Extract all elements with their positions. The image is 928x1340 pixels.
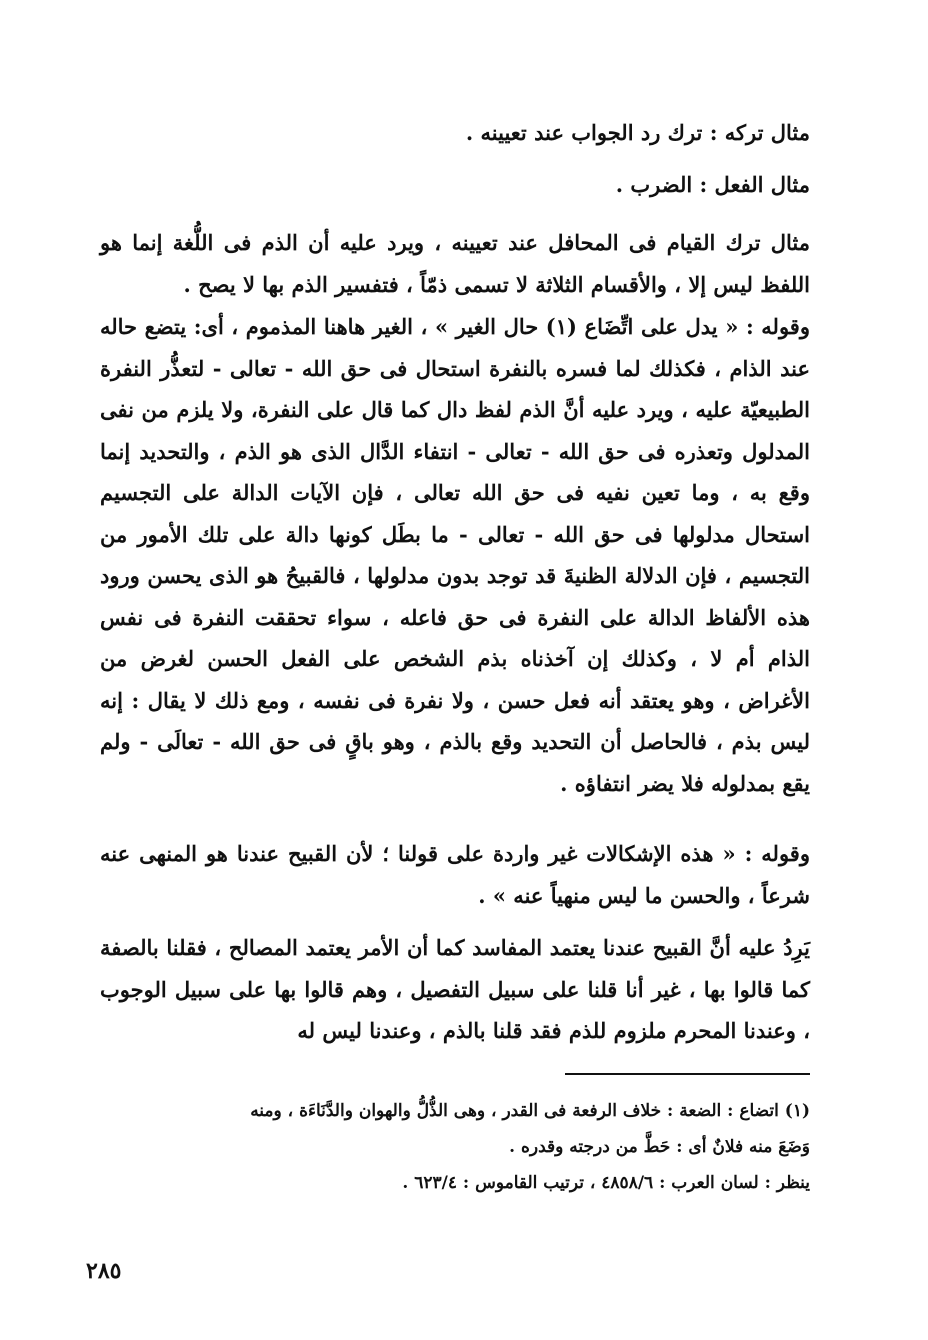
paragraph-4: يَرِدُ عليه أنَّ القبيح عندنا يعتمد المفاسد كما أن الأمر يعتمد المصالح ، فقلنا بالصفة كما قالوا بها ، غير أنا قلنا على سبيل التفصيل ، وهم قالوا بها على سبيل الوجوب ، وعندنا المحرم ملزوم للذم فقد قلنا بالذم ، وعندنا ليس له [100,935,810,1043]
footnote [100,1093,810,1201]
example-omission-line: مثال تركه : ترك رد الجواب عند تعيينه . [465,120,810,145]
footnote-line-3: ينظر : لسان العرب : ٤٨٥٨/٦ ، ترتيب القاموس : ٦٢٣/٤ . [402,1173,810,1193]
paragraph-2: وقوله : « يدل على اتِّضَاع (١) حال الغير » ، الغير هاهنا المذموم ، أى: يتضع حاله عند الذام ، فكذلك لما فسره بالنفرة استحال فى حق الله - تعالى - لتعذُّر النفرة الطبيعيّة عليه ، ويرد عليه أنَّ الذم لفظ دال كما قال على النفرة، ولا يلزم من نفى المدلول وتعذره فى حق الله - تعالى - انتفاء الدَّال الذى هو الذم ، والتحديد إنما وقع به ، وما تعين نفيه فى حق الله تعالى ، فإن الآيات الدالة على التجسيم استحال مدلولها فى حق الله - تعالى - ما بطَل كونها دالة على تلك الأمور من التجسيم ، فإن الدلالة الظنيةَ قد توجد بدون مدلولها ، فالقبيحُ هو الذى يحسن ورود هذه الألفاظ الدالة على النفرة فى حق فاعله ، سواء تحققت النفرة فى نفس الذام أم لا ، وكذلك إن آخذناه بذم الشخص على الفعل الحسن لغرض من الأغراض ، وهو يعتقد أنه فعل حسن ، ولا نفرة فى نفسه ، ومع ذلك لا يقال : إنه ليس بذم ، فالحاصل أن التحديد وقع بالذم ، وهو باقٍ فى حق الله - تعالَى - ولم يقع بمدلوله فلا يضر انتفاؤه . [100,314,810,796]
footnote-line-1: (١) اتضاع : الضعة : خلاف الرفعة فى القدر ، وهى الذُّلُّ والهوان والدَّنَاءَة ، ومنه [250,1101,810,1121]
footnote-line-2: وَضَعَ منه فلانٌ أى : حَطَّ من درجته وقدره . [509,1137,810,1157]
example-action-line: مثال الفعل : الضرب . [615,172,810,197]
paragraph-3: وقوله : « هذه الإشكالات غير واردة على قولنا ؛ لأن القبيح عندنا هو المنهى عنه شرعاً ، والحسن ما ليس منهياً عنه » . [100,841,810,908]
footnote-divider [565,1073,810,1075]
paragraph-1: مثال ترك القيام فى المحافل عند تعيينه ، ويرد عليه أن الذم فى اللُّغة إنما هو اللفظ ليس إلا ، والأقسام الثلاثة لا تسمى ذمّاً ، فتفسير الذم بها لا يصح . [100,230,810,297]
page-number: ٢٨٥ [86,1258,122,1284]
